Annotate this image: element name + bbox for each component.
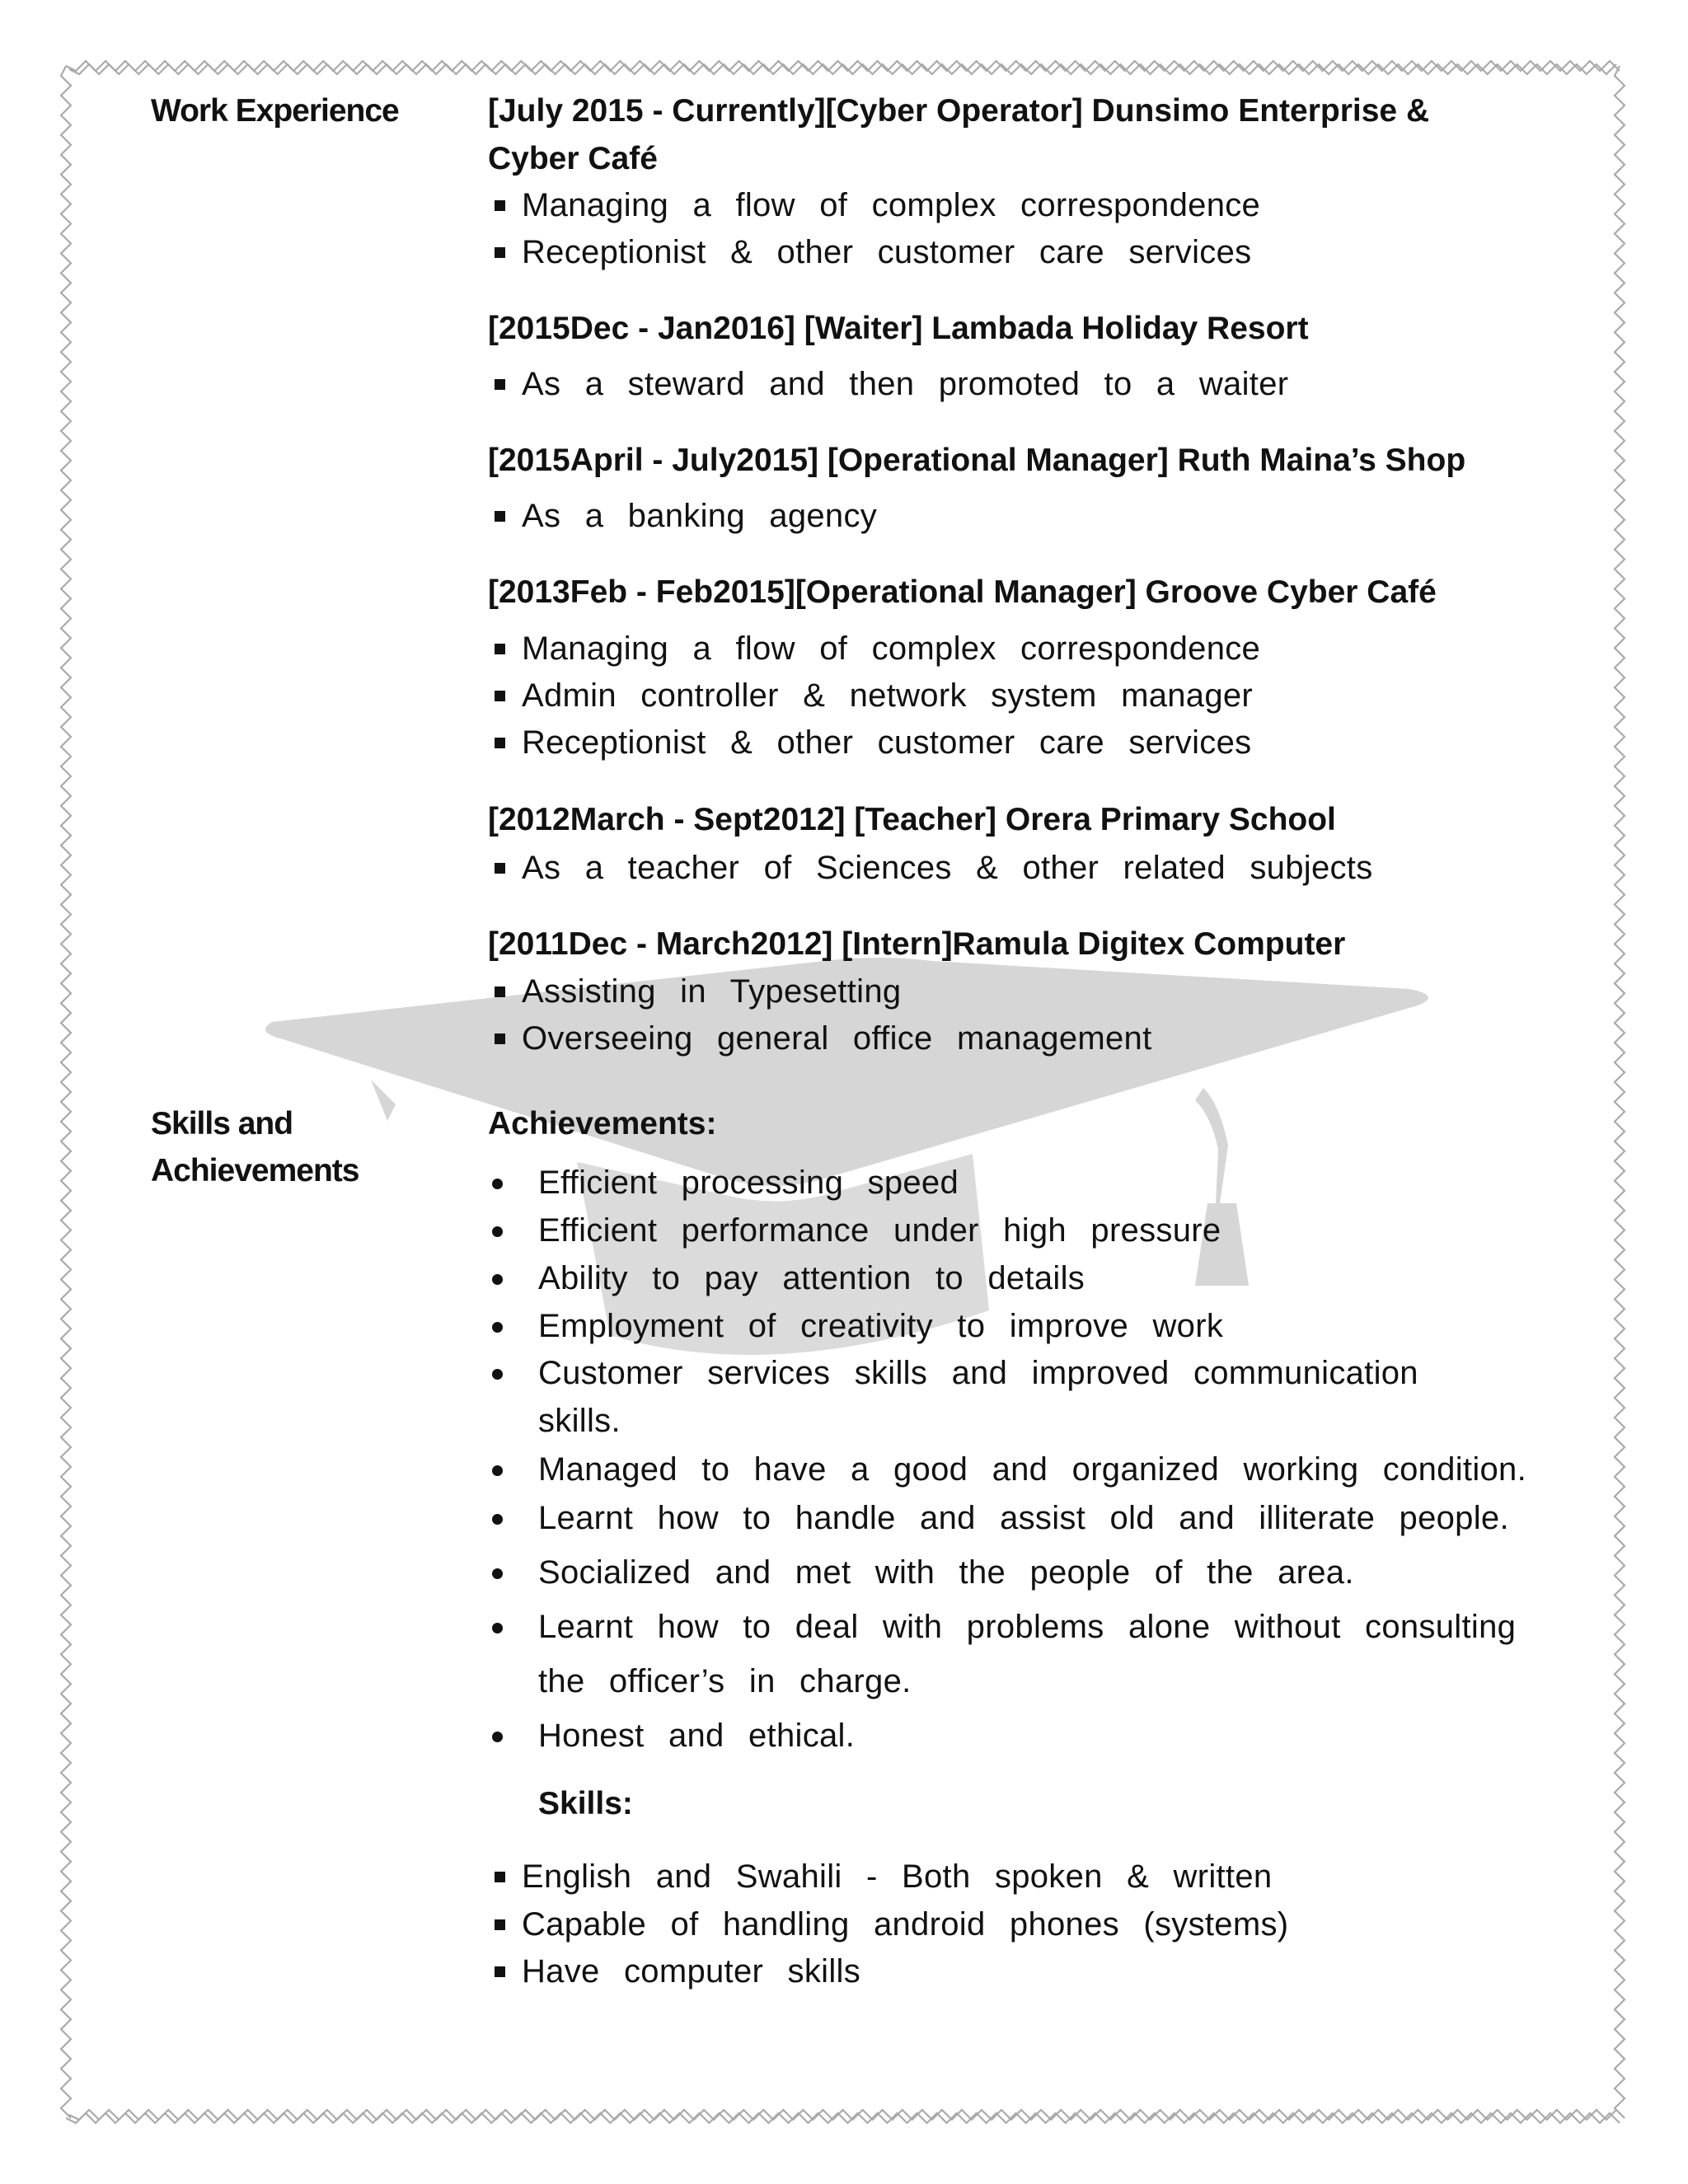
job-title: [2012March - Sept2012] [Teacher] Orera Primary School [488,802,1336,837]
square-bullet-icon [495,1919,505,1930]
job-title: [2015April - July2015] [Operational Manager] Ruth Maina’s Shop [488,443,1466,478]
square-bullet-icon [495,1966,505,1977]
square-bullet-icon [495,1033,505,1044]
section-label-work-experience: Work Experience [151,93,399,129]
square-bullet-icon [495,644,505,654]
square-bullet-icon [495,863,505,874]
square-bullet-icon [495,511,505,522]
round-bullet-icon [492,1274,503,1285]
section-label-achievements: Achievements [151,1153,359,1188]
square-bullet-icon [495,987,505,997]
round-bullet-icon [492,1322,503,1333]
round-bullet-icon [492,1514,503,1525]
round-bullet-icon [492,1623,503,1633]
square-bullet-icon [495,247,505,258]
round-bullet-icon [492,1732,503,1742]
job-title: [2013Feb - Feb2015][Operational Manager] Groove Cyber Café [488,574,1437,610]
section-label-skills: Skills and [151,1106,293,1141]
round-bullet-icon [492,1369,503,1380]
square-bullet-icon [495,379,505,390]
job-title: [2011Dec - March2012] [Intern]Ramula Digitex Computer [488,926,1346,962]
skills-heading: Skills: [538,1786,633,1821]
round-bullet-icon [492,1226,503,1237]
round-bullet-icon [492,1465,503,1476]
square-bullet-icon [495,738,505,748]
job-title: [2015Dec - Jan2016] [Waiter] Lambada Holiday Resort [488,311,1309,346]
square-bullet-icon [495,1872,505,1882]
round-bullet-icon [492,1568,503,1579]
job-title-continued: Cyber Café [488,141,658,176]
job-title: [July 2015 - Currently][Cyber Operator] Dunsimo Enterprise & [488,93,1430,129]
round-bullet-icon [492,1179,503,1189]
square-bullet-icon [495,200,505,211]
square-bullet-icon [495,691,505,701]
achievements-heading: Achievements: [488,1106,717,1141]
